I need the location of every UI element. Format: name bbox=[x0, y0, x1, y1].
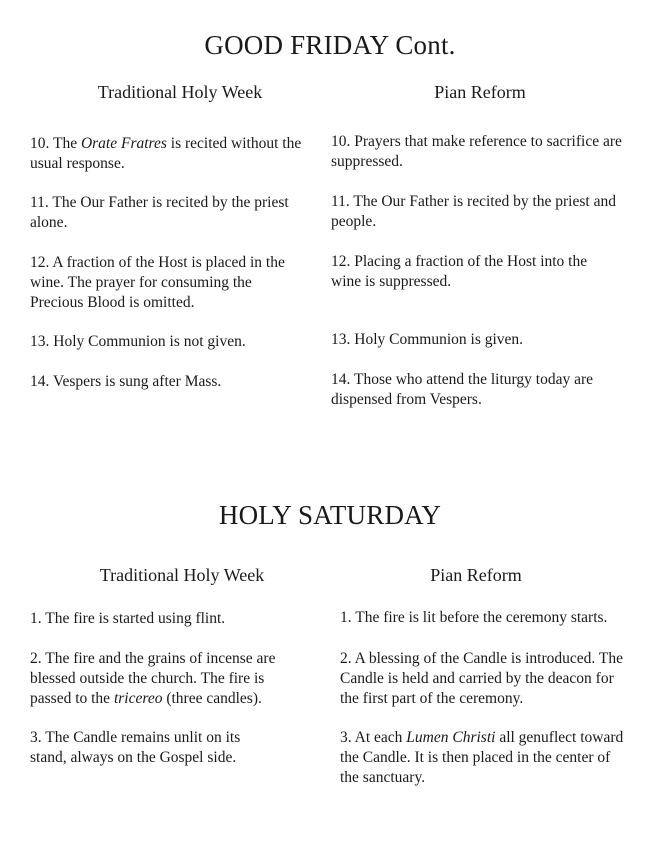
gf-traditional-item-13: 13. Holy Communion is not given. bbox=[30, 333, 246, 350]
holy-saturday-title: HOLY SATURDAY bbox=[218, 500, 442, 530]
gf-traditional-item-11: 11. The Our Father is recited by the priest alone. bbox=[30, 194, 289, 231]
good-friday-pian-heading: Pian Reform bbox=[434, 82, 526, 102]
gf-pian-item-10: 10. Prayers that make reference to sacrifice are suppressed. bbox=[331, 133, 622, 170]
good-friday-title: GOOD FRIDAY Cont. bbox=[204, 30, 456, 60]
holy-saturday-pian-heading: Pian Reform bbox=[430, 565, 522, 585]
gf-pian-item-12: 12. Placing a fraction of the Host into the wine is suppressed. bbox=[331, 253, 588, 290]
gf-pian-item-13: 13. Holy Communion is given. bbox=[331, 331, 524, 348]
hs-traditional-item-1: 1. The fire is started using flint. bbox=[30, 610, 226, 627]
gf-traditional-item-14: 14. Vespers is sung after Mass. bbox=[30, 373, 222, 390]
holy-saturday-traditional-heading: Traditional Holy Week bbox=[99, 565, 265, 585]
good-friday-traditional-heading: Traditional Holy Week bbox=[97, 82, 263, 102]
gf-pian-item-14: 14. Those who attend the liturgy today are dispensed from Vespers. bbox=[331, 371, 594, 408]
hs-traditional-item-3: 3. The Candle remains unlit on its stand, always on the Gospel side. bbox=[30, 729, 241, 766]
gf-traditional-item-12: 12. A fraction of the Host is placed in the wine. The prayer for consuming the Precious Blood is omitted. bbox=[30, 254, 285, 311]
hs-pian-item-1: 1. The fire is lit before the ceremony starts. bbox=[340, 609, 608, 626]
gf-pian-item-11: 11. The Our Father is recited by the priest and people. bbox=[331, 193, 616, 230]
hs-pian-item-2: 2. A blessing of the Candle is introduced. The Candle is held and carried by the deacon for the first part of the ceremony. bbox=[340, 650, 623, 707]
hs-traditional-item-2: 2. The fire and the grains of incense are blessed outside the church. The fire is passed to the tricereo (three candles). bbox=[30, 650, 276, 707]
hs-pian-item-3: 3. At each Lumen Christi all genuflect toward the Candle. It is then placed in the center of the sanctuary. bbox=[340, 729, 624, 786]
gf-traditional-item-10: 10. The Orate Fratres is recited without the usual response. bbox=[30, 135, 302, 172]
